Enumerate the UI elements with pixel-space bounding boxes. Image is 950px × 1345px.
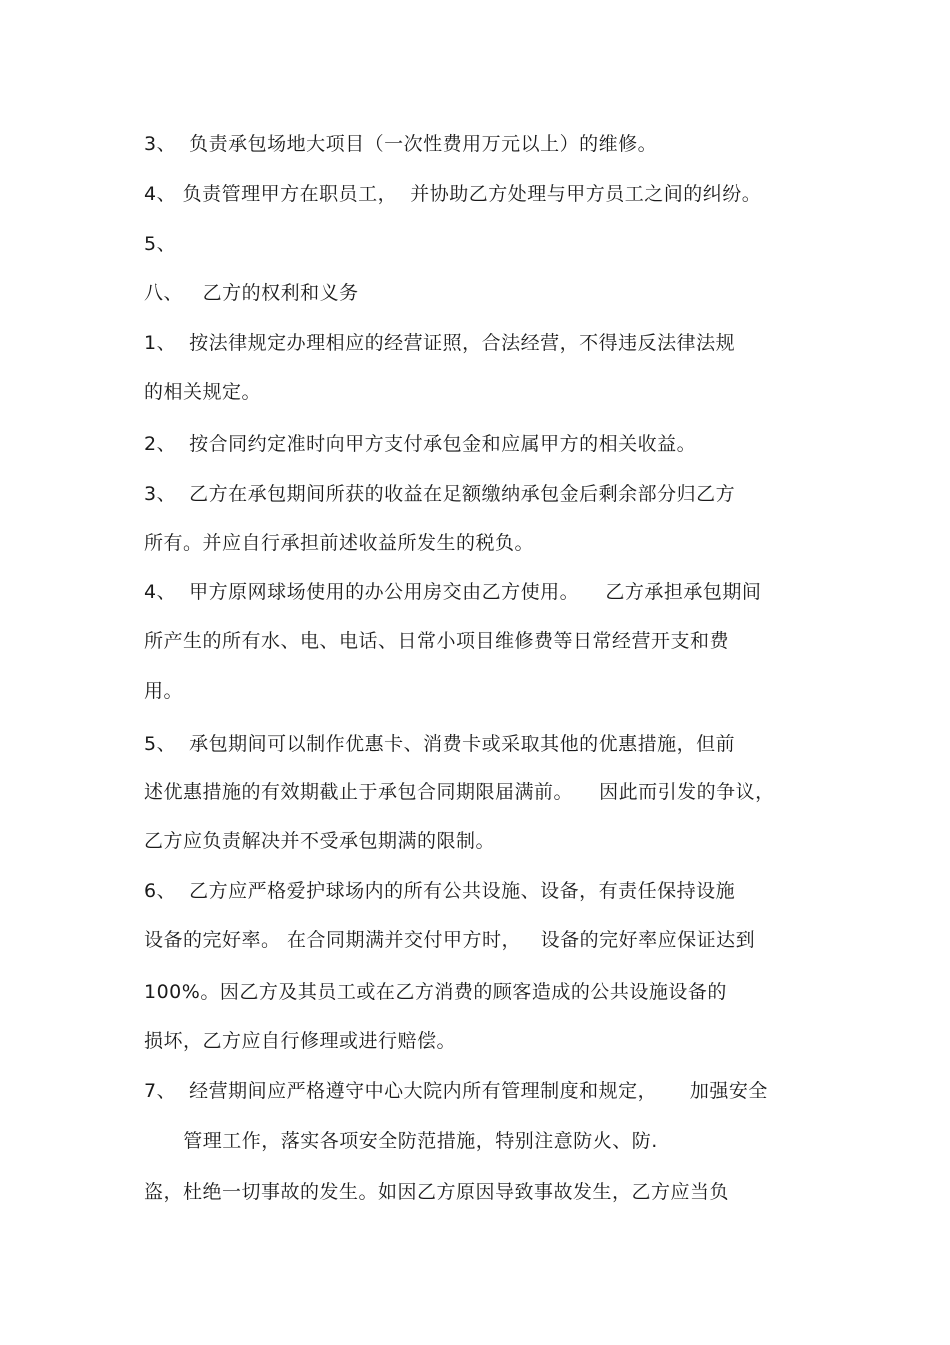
text-line: 4、 甲方原网球场使用的办公用房交由乙方使用。 乙方承担承包期间 — [144, 581, 762, 603]
text-line: 5、 承包期间可以制作优惠卡、消费卡或采取其他的优惠措施，但前 — [144, 733, 736, 755]
text-line: 述优惠措施的有效期截止于承包合同期限届满前。 因此而引发的争议， — [144, 781, 775, 803]
text-line: 损坏，乙方应自行修理或进行赔偿。 — [144, 1030, 457, 1052]
text-line: 3、 负责承包场地大项目（一次性费用万元以上）的维修。 — [144, 133, 658, 155]
text-line: 用。 — [144, 680, 184, 702]
text-line: 的相关规定。 — [144, 381, 262, 403]
text-line: 乙方应负责解决并不受承包期满的限制。 — [144, 830, 496, 852]
text-line: 4、 负责管理甲方在职员工， 并协助乙方处理与甲方员工之间的纠纷。 — [144, 183, 762, 205]
text-line: 盗，杜绝一切事故的发生。如因乙方原因导致事故发生，乙方应当负 — [144, 1181, 730, 1203]
text-line: 所产生的所有水、电、电话、日常小项目维修费等日常经营开支和费 — [144, 630, 730, 652]
text-line: 100%。因乙方及其员工或在乙方消费的顾客造成的公共设施设备的 — [144, 981, 727, 1003]
text-line: 管理工作，落实各项安全防范措施，特别注意防火、防. — [144, 1130, 658, 1152]
text-line: 5、 — [144, 233, 177, 255]
section-heading: 八、 乙方的权利和义务 — [144, 282, 359, 304]
text-line: 1、 按法律规定办理相应的经营证照，合法经营，不得违反法律法规 — [144, 332, 736, 354]
text-line: 设备的完好率。 在合同期满并交付甲方时， 设备的完好率应保证达到 — [144, 929, 756, 951]
text-line: 2、 按合同约定准时向甲方支付承包金和应属甲方的相关收益。 — [144, 433, 697, 455]
text-line: 3、 乙方在承包期间所获的收益在足额缴纳承包金后剩余部分归乙方 — [144, 483, 736, 505]
text-line: 6、 乙方应严格爱护球场内的所有公共设施、设备，有责任保持设施 — [144, 880, 736, 902]
text-line: 7、 经营期间应严格遵守中心大院内所有管理制度和规定， 加强安全 — [144, 1080, 768, 1102]
text-line: 所有。并应自行承担前述收益所发生的税负。 — [144, 532, 535, 554]
